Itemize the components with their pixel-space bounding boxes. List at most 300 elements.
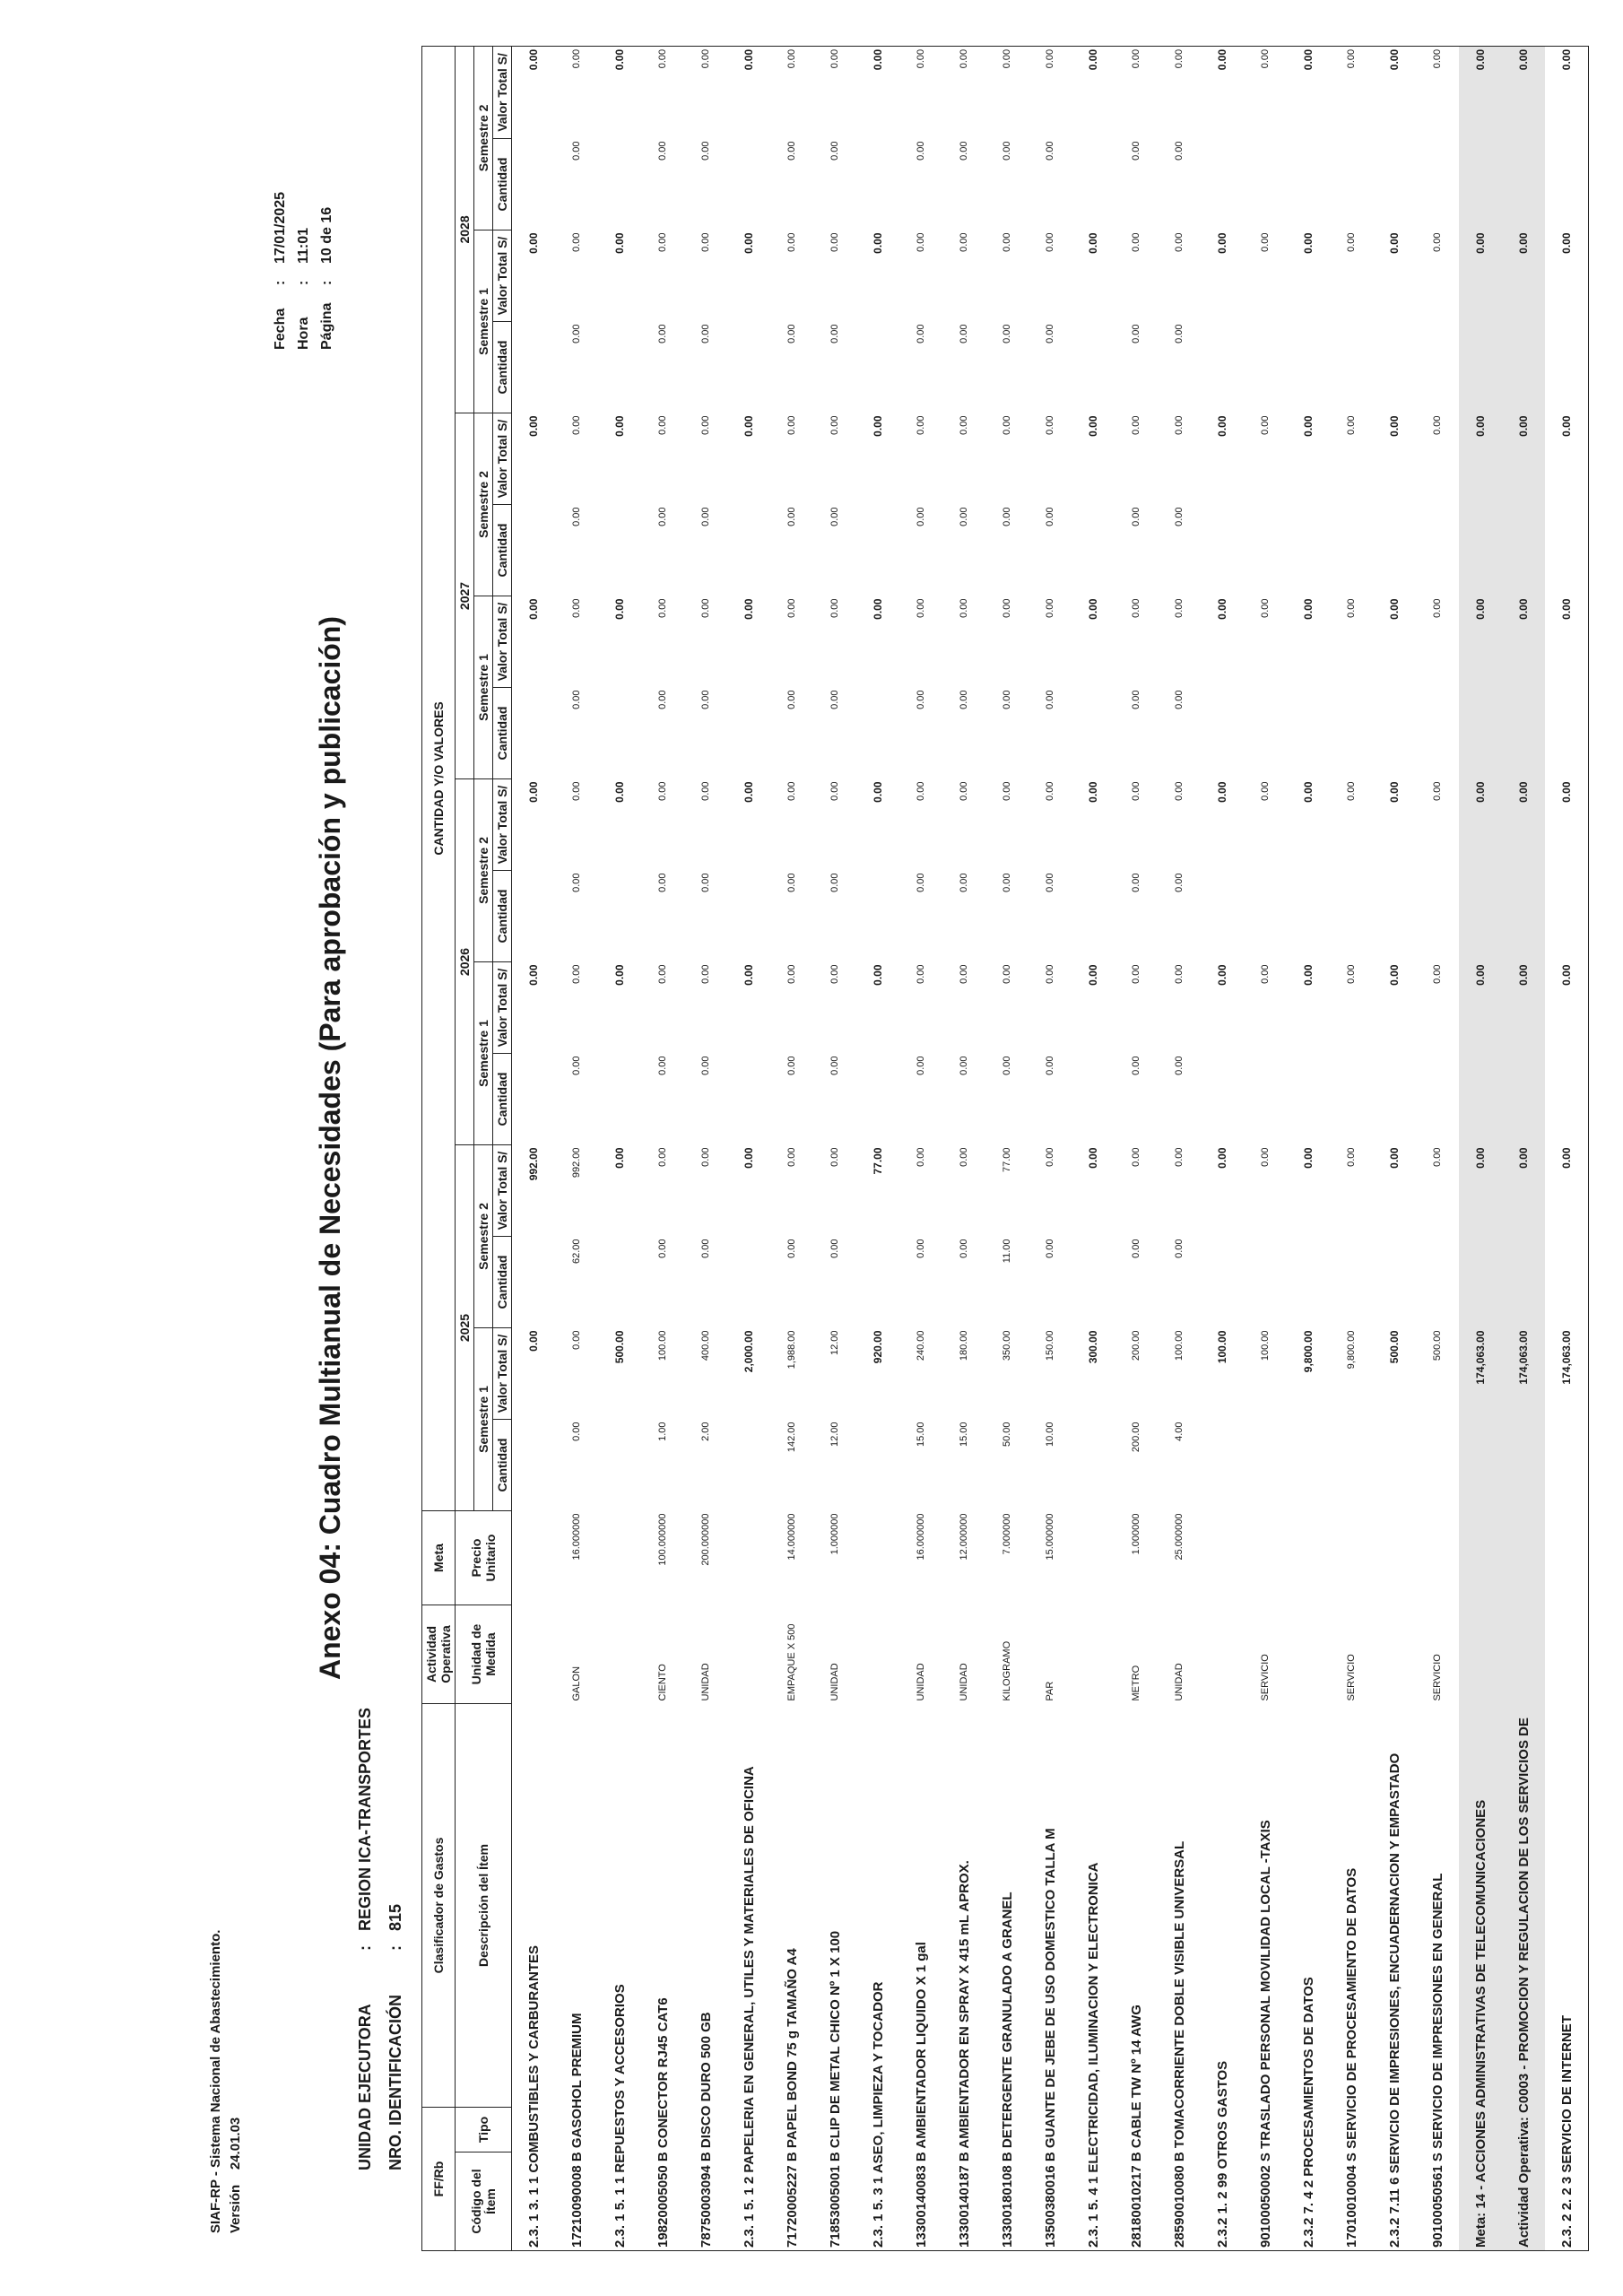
cantidad-cell	[1545, 1054, 1589, 1145]
valor-total-cell: 0.00	[1545, 1145, 1589, 1237]
cantidad-cell	[1459, 1054, 1502, 1145]
valor-total-cell: 0.00	[1432, 1147, 1443, 1167]
fecha-row: Fecha : 17/01/2025	[269, 192, 292, 350]
cantidad-cell	[1244, 505, 1287, 596]
cantidad-cell: 0.00	[1045, 1239, 1055, 1258]
valor-total-cell: 77.00	[1002, 1147, 1012, 1173]
valor-total-cell: 0.00	[1302, 1147, 1315, 1169]
cantidad-cell: 0.00	[657, 1239, 668, 1258]
valor-total-cell: 0.00	[1302, 781, 1315, 803]
valor-total-cell: 0.00	[657, 415, 668, 435]
unit-price	[1416, 1511, 1459, 1605]
valor-total-header: Valor Total S/	[493, 1328, 512, 1420]
table-row	[555, 46, 598, 2250]
cantidad-cell	[1545, 322, 1589, 413]
actividad-header: Actividad Operativa	[422, 1605, 456, 1704]
cantidad-cell: 62.00	[571, 1239, 582, 1265]
unit-price: 1.000000	[1131, 1513, 1141, 1555]
cantidad-cell	[1201, 1054, 1244, 1145]
valor-total-cell: 9,800.00	[1302, 1330, 1315, 1373]
valor-total-cell: 0.00	[1216, 781, 1228, 803]
unit-price: 14.000000	[786, 1513, 797, 1561]
cantidad-cell: 0.00	[1002, 690, 1012, 709]
valor-total-cell: 0.00	[613, 1147, 626, 1169]
valor-total-cell: 0.00	[770, 46, 813, 138]
valor-total-cell: 0.00	[1087, 964, 1099, 986]
valor-total-cell: 174,063.00	[1545, 1328, 1589, 1420]
tipo-header: Tipo	[456, 2108, 512, 2152]
valor-total-cell: 0.00	[527, 781, 540, 803]
table-row	[942, 46, 985, 2250]
valor-total-cell: 0.00	[786, 781, 797, 801]
valor-total-cell: 0.00	[1302, 964, 1315, 986]
table-row	[1545, 46, 1589, 2250]
nro-row: NRO. IDENTIFICACIÓN : 815	[380, 1708, 411, 2170]
valor-total-cell: 0.00	[1045, 1147, 1055, 1167]
valor-total-cell: 0.00	[1459, 230, 1502, 322]
semester-header: Semestre 2	[474, 1145, 493, 1328]
cantidad-cell: 0.00	[700, 1239, 711, 1258]
cantidad-cell	[856, 1420, 899, 1511]
valor-total-cell: 0.00	[742, 232, 755, 254]
valor-total-cell: 0.00	[1028, 46, 1072, 138]
unit-price	[1459, 1511, 1502, 1605]
cantidad-header: Cantidad	[493, 1054, 512, 1145]
cantidad-cell	[512, 322, 556, 413]
valor-total-cell: 0.00	[657, 1147, 668, 1167]
valor-total-cell: 0.00	[1502, 413, 1545, 505]
valor-total-cell: 0.00	[1260, 232, 1271, 252]
cantidad-cell	[1287, 322, 1330, 413]
semester-header: Semestre 1	[474, 962, 493, 1145]
cantidad-cell	[727, 322, 770, 413]
valor-total-cell: 0.00	[959, 1147, 969, 1167]
valor-total-cell: 0.00	[959, 781, 969, 801]
valor-total-cell: 0.00	[700, 1147, 711, 1167]
valor-total-cell: 0.00	[1216, 598, 1228, 620]
cantidad-cell	[1244, 1420, 1287, 1511]
valor-total-cell: 0.00	[613, 415, 626, 437]
cantidad-cell: 0.00	[829, 1239, 840, 1258]
unit-price: 200.000000	[700, 1513, 711, 1566]
cantidad-cell	[1502, 1054, 1545, 1145]
table-row	[1072, 46, 1115, 2250]
cantidad-cell: 0.00	[916, 1056, 926, 1075]
cantidad-cell: 2.00	[700, 1422, 711, 1441]
valor-total-cell: 0.00	[1087, 232, 1099, 254]
valor-total-cell: 0.00	[1045, 598, 1055, 618]
valor-total-cell: 0.00	[1287, 46, 1330, 138]
valor-total-cell: 0.00	[641, 46, 684, 138]
cantidad-cell	[1502, 322, 1545, 413]
needs-table	[421, 46, 1589, 2251]
cantidad-cell	[1502, 1237, 1545, 1328]
valor-total-cell: 0.00	[916, 598, 926, 618]
valor-total-cell: 100.00	[657, 1330, 668, 1361]
valor-total-cell: 300.00	[1087, 1330, 1099, 1364]
cantidad-cell	[1201, 505, 1244, 596]
valor-total-cell: 0.00	[1244, 46, 1287, 138]
table-row	[1158, 46, 1201, 2250]
valor-total-cell: 0.00	[1087, 598, 1099, 620]
unit-price: 25.000000	[1174, 1513, 1185, 1561]
cantidad-cell: 0.00	[657, 507, 668, 526]
cantidad-cell: 11.00	[1002, 1239, 1012, 1264]
semester-header: Semestre 1	[474, 230, 493, 413]
cantidad-cell	[512, 505, 556, 596]
item-description: 2.3. 2 2. 2 3 SERVICIO DE INTERNET	[1545, 1704, 1589, 2251]
table-row	[1115, 46, 1158, 2250]
valor-total-cell: 0.00	[1388, 415, 1401, 437]
semester-header: Semestre 2	[474, 46, 493, 230]
valor-total-cell: 0.00	[1346, 232, 1357, 252]
valor-total-cell: 0.00	[1432, 415, 1443, 435]
cantidad-cell: 0.00	[916, 1239, 926, 1258]
system-version	[226, 1930, 246, 2233]
cantidad-header: Cantidad	[493, 322, 512, 413]
cantidad-cell	[1545, 139, 1589, 230]
valor-total-cell: 0.00	[727, 46, 770, 138]
cantidad-cell: 0.00	[786, 690, 797, 709]
cantidad-cell	[1287, 505, 1330, 596]
meta-header: Meta	[422, 1511, 456, 1605]
valor-total-cell: 0.00	[1174, 598, 1185, 618]
item-description: 71720005227 B PAPEL BOND 75 g TAMAÑO A4	[770, 1704, 813, 2251]
valor-total-cell: 0.00	[786, 598, 797, 618]
valor-total-cell: 0.00	[1388, 964, 1401, 986]
semester-header: Semestre 1	[474, 596, 493, 779]
table-row	[1201, 46, 1244, 2250]
unit-of-measure: KILOGRAMO	[1002, 1640, 1012, 1701]
valor-total-cell: 0.00	[916, 1147, 926, 1167]
valor-total-cell: 0.00	[1502, 779, 1545, 871]
valor-total-cell: 0.00	[700, 598, 711, 618]
valor-total-cell: 0.00	[1346, 1147, 1357, 1167]
cantidad-cell	[598, 505, 641, 596]
valor-total-cell: 0.00	[571, 598, 582, 618]
cantidad-cell	[1287, 1420, 1330, 1511]
cantidad-cell	[512, 139, 556, 230]
valor-total-cell: 0.00	[1216, 964, 1228, 986]
valor-total-cell: 0.00	[571, 781, 582, 801]
valor-total-cell: 0.00	[1131, 232, 1141, 252]
valor-total-cell: 0.00	[1545, 596, 1589, 688]
unit-price	[1287, 1511, 1330, 1605]
cantidad-cell	[1459, 139, 1502, 230]
table-row	[985, 46, 1028, 2250]
cantidad-header: Cantidad	[493, 688, 512, 779]
cantidad-cell: 0.00	[786, 873, 797, 892]
cantidad-cell	[512, 1237, 556, 1328]
cantidad-cell	[856, 871, 899, 962]
cantidad-cell	[1459, 871, 1502, 962]
cantidad-cell	[1201, 322, 1244, 413]
cantidad-cell: 0.00	[571, 1056, 582, 1075]
valor-total-cell: 0.00	[700, 232, 711, 252]
cantidad-cell	[727, 1054, 770, 1145]
valor-total-cell: 0.00	[1330, 46, 1373, 138]
cantidad-cell: 0.00	[1131, 690, 1141, 709]
valor-total-cell: 0.00	[1346, 415, 1357, 435]
cantidad-cell	[1201, 139, 1244, 230]
valor-total-cell: 0.00	[1002, 415, 1012, 435]
cantidad-cell	[1545, 688, 1589, 779]
cantidad-cell	[1201, 688, 1244, 779]
valor-total-cell: 0.00	[1545, 230, 1589, 322]
cantidad-cell: 0.00	[1174, 1056, 1185, 1075]
table-head	[422, 46, 512, 2250]
cantidad-cell	[1373, 505, 1416, 596]
cantidad-cell: 0.00	[657, 324, 668, 344]
valor-total-cell: 0.00	[1502, 46, 1545, 138]
cantidad-cell: 0.00	[829, 507, 840, 526]
unit-of-measure	[856, 1605, 899, 1704]
cantidad-cell	[727, 505, 770, 596]
valor-total-cell: 0.00	[1432, 964, 1443, 984]
semester-header: Semestre 2	[474, 779, 493, 962]
item-description: 90100050002 S TRASLADO PERSONAL MOVILIDAD LOCAL -TAXIS	[1244, 1704, 1287, 2251]
unit-of-measure: UNIDAD	[959, 1663, 969, 1701]
valor-total-cell: 0.00	[1131, 598, 1141, 618]
valor-total-cell: 0.00	[1201, 46, 1244, 138]
valor-total-cell: 0.00	[1045, 964, 1055, 984]
table-row	[1330, 46, 1373, 2250]
cantidad-cell	[1244, 1237, 1287, 1328]
unit-of-measure	[727, 1605, 770, 1704]
cantidad-cell	[512, 1054, 556, 1145]
unit-of-measure	[512, 1605, 556, 1704]
unit-info	[350, 1708, 411, 2170]
unit-price: 7.000000	[1002, 1513, 1012, 1555]
valor-total-cell: 0.00	[829, 1147, 840, 1167]
valor-total-cell: 0.00	[1174, 232, 1185, 252]
cantidad-cell: 0.00	[1174, 324, 1185, 344]
valor-total-cell: 100.00	[1216, 1330, 1228, 1364]
valor-total-cell: 0.00	[1416, 46, 1459, 138]
cantidad-cell	[598, 322, 641, 413]
cantidad-cell	[1373, 322, 1416, 413]
unit-price	[1201, 1511, 1244, 1605]
unit-of-measure: PAR	[1045, 1681, 1055, 1701]
cantidad-cell	[1201, 1237, 1244, 1328]
valor-total-cell: 0.00	[1087, 1147, 1099, 1169]
cantidad-cell: 0.00	[700, 507, 711, 526]
valor-total-cell: 0.00	[916, 415, 926, 435]
valor-total-cell: 180.00	[959, 1330, 969, 1361]
valor-total-cell: 0.00	[1260, 1147, 1271, 1167]
cantidad-cell: 0.00	[1174, 1239, 1185, 1258]
clasificador-header: Clasificador de Gastos	[422, 1704, 456, 2108]
cantidad-cell: 15.00	[959, 1422, 969, 1448]
cantidad-cell	[1502, 1420, 1545, 1511]
cantidad-cell	[727, 688, 770, 779]
valor-total-cell: 0.00	[1260, 781, 1271, 801]
cantidad-cell: 0.00	[786, 1239, 797, 1258]
valor-total-cell: 0.00	[1045, 232, 1055, 252]
table-row	[899, 46, 942, 2250]
fecha-label: Fecha	[273, 308, 288, 350]
precio-unitario-header: Precio Unitario	[456, 1511, 512, 1605]
valor-total-cell: 0.00	[1545, 413, 1589, 505]
valor-total-cell: 0.00	[1459, 779, 1502, 871]
pagina-value: 10 de 16	[319, 206, 334, 264]
ejecutora-value: REGION ICA-TRANSPORTES	[356, 1707, 374, 1931]
valor-total-cell: 0.00	[829, 415, 840, 435]
valor-total-cell: 0.00	[1216, 1147, 1228, 1169]
valor-total-cell: 0.00	[916, 781, 926, 801]
valor-total-cell: 0.00	[1174, 781, 1185, 801]
semester-header: Semestre 1	[474, 1328, 493, 1511]
cantidad-cell	[1545, 871, 1589, 962]
valor-total-cell: 0.00	[527, 1330, 540, 1352]
cantidad-cell: 0.00	[829, 690, 840, 709]
semester-header: Semestre 2	[474, 413, 493, 596]
cantidad-cell: 0.00	[700, 1056, 711, 1075]
unit-price	[1244, 1511, 1287, 1605]
cantidad-cell	[598, 139, 641, 230]
valor-total-cell: 0.00	[1459, 1145, 1502, 1237]
cantidad-header: Cantidad	[493, 1237, 512, 1328]
valor-total-header: Valor Total S/	[493, 230, 512, 322]
valor-total-cell: 0.00	[1131, 1147, 1141, 1167]
cantidad-cell	[856, 505, 899, 596]
valor-total-cell: 0.00	[571, 1330, 582, 1350]
cantidad-cell	[1330, 139, 1373, 230]
cantidad-cell: 0.00	[1002, 324, 1012, 344]
valor-total-cell: 0.00	[1302, 232, 1315, 254]
valor-total-cell: 0.00	[1432, 232, 1443, 252]
valor-total-cell: 0.00	[786, 1147, 797, 1167]
unit-of-measure	[1502, 1605, 1545, 1704]
valor-total-cell: 0.00	[527, 415, 540, 437]
cantidad-cell	[512, 871, 556, 962]
cantidad-cell: 0.00	[1174, 507, 1185, 526]
cantidad-cell: 0.00	[1002, 1056, 1012, 1075]
valor-total-cell: 0.00	[959, 598, 969, 618]
unit-of-measure	[1373, 1605, 1416, 1704]
hora-row: Hora : 11:01	[292, 192, 316, 350]
year-2026-header: 2026	[456, 779, 474, 1145]
valor-total-cell: 100.00	[1260, 1330, 1271, 1361]
valor-total-cell: 0.00	[1346, 781, 1357, 801]
valor-total-cell: 174,063.00	[1502, 1328, 1545, 1420]
valor-total-cell: 0.00	[700, 781, 711, 801]
cantidad-cell: 0.00	[1131, 507, 1141, 526]
cantidad-cell: 0.00	[571, 141, 582, 161]
cantidad-cell: 0.00	[1002, 507, 1012, 526]
cantidad-cell	[1287, 1237, 1330, 1328]
valor-total-cell: 0.00	[613, 598, 626, 620]
cantidad-cell	[1502, 139, 1545, 230]
table-row	[770, 46, 813, 2250]
cantidad-cell	[1502, 688, 1545, 779]
valor-total-cell: 0.00	[1373, 46, 1416, 138]
valor-total-cell: 0.00	[598, 46, 641, 138]
cantidad-cell	[1072, 1420, 1115, 1511]
unit-of-measure	[1459, 1605, 1502, 1704]
valor-total-cell: 0.00	[512, 46, 556, 138]
unit-of-measure: EMPAQUE X 500	[786, 1623, 797, 1701]
valor-total-cell: 0.00	[527, 598, 540, 620]
cantidad-cell	[598, 1420, 641, 1511]
page-title: Anexo 04: Cuadro Multianual de Necesidades (Para aprobación y publicación)	[314, 615, 346, 1681]
valor-total-cell: 500.00	[1388, 1330, 1401, 1364]
fecha-value: 17/01/2025	[273, 191, 288, 264]
valor-total-cell: 0.00	[829, 781, 840, 801]
cantidad-cell: 0.00	[571, 873, 582, 892]
table-row	[598, 46, 641, 2250]
version-label: Versión	[228, 2184, 243, 2233]
cantidad-cell	[1459, 322, 1502, 413]
cantidad-cell: 0.00	[700, 690, 711, 709]
valor-total-cell: 77.00	[872, 1147, 884, 1175]
pagina-label: Página	[319, 302, 334, 350]
cantidad-cell: 0.00	[829, 324, 840, 344]
cantidad-cell	[1373, 688, 1416, 779]
valor-total-cell: 240.00	[916, 1330, 926, 1361]
table-row	[727, 46, 770, 2250]
valor-total-cell: 0.00	[657, 964, 668, 984]
valor-total-header: Valor Total S/	[493, 962, 512, 1054]
unit-of-measure: UNIDAD	[829, 1663, 840, 1701]
cantidad-cell: 0.00	[1045, 507, 1055, 526]
cantidad-cell	[1244, 1054, 1287, 1145]
cantidad-cell: 0.00	[916, 324, 926, 344]
cantidad-cell	[727, 139, 770, 230]
table-row	[1416, 46, 1459, 2250]
cantidad-cell	[1072, 505, 1115, 596]
cantidad-cell	[856, 322, 899, 413]
unit-of-measure: UNIDAD	[1174, 1663, 1185, 1701]
valor-total-cell: 0.00	[613, 232, 626, 254]
valor-total-header: Valor Total S/	[493, 596, 512, 688]
cantidad-cell: 0.00	[571, 507, 582, 526]
cantidad-cell	[1416, 1054, 1459, 1145]
valor-total-cell: 0.00	[829, 232, 840, 252]
valor-total-cell: 0.00	[1260, 598, 1271, 618]
unit-price	[1330, 1511, 1373, 1605]
item-description: 17010010004 S SERVICIO DE PROCESAMIENTO DE DATOS	[1330, 1704, 1373, 2251]
cantidad-cell: 0.00	[786, 507, 797, 526]
cantidad-cell: 12.00	[829, 1422, 840, 1448]
year-2028-header: 2028	[456, 46, 474, 413]
cantidad-cell	[1416, 139, 1459, 230]
cantidad-cell	[598, 688, 641, 779]
valor-total-cell: 0.00	[1302, 598, 1315, 620]
unit-price: 100.000000	[657, 1513, 668, 1566]
valor-total-cell: 150.00	[1045, 1330, 1055, 1361]
cantidad-cell: 0.00	[916, 690, 926, 709]
cantidad-cell	[856, 139, 899, 230]
cantidad-cell: 0.00	[1131, 1056, 1141, 1075]
valor-total-cell: 0.00	[1302, 415, 1315, 437]
cantidad-cell	[856, 1054, 899, 1145]
cantidad-cell	[1072, 1237, 1115, 1328]
cantidad-cell: 0.00	[786, 141, 797, 161]
cantidad-cell	[1416, 688, 1459, 779]
valor-total-cell: 0.00	[1545, 962, 1589, 1054]
valor-total-cell: 0.00	[959, 964, 969, 984]
unit-of-measure: UNIDAD	[916, 1663, 926, 1701]
valor-total-cell: 0.00	[657, 781, 668, 801]
hora-label: Hora	[296, 317, 311, 350]
item-description: 90100050561 S SERVICIO DE IMPRESIONES EN GENERAL	[1416, 1704, 1459, 2251]
table-row	[1373, 46, 1416, 2250]
cantidad-cell	[1330, 505, 1373, 596]
valor-total-cell: 0.00	[959, 232, 969, 252]
valor-total-cell: 0.00	[1002, 598, 1012, 618]
valor-total-cell: 0.00	[1260, 964, 1271, 984]
